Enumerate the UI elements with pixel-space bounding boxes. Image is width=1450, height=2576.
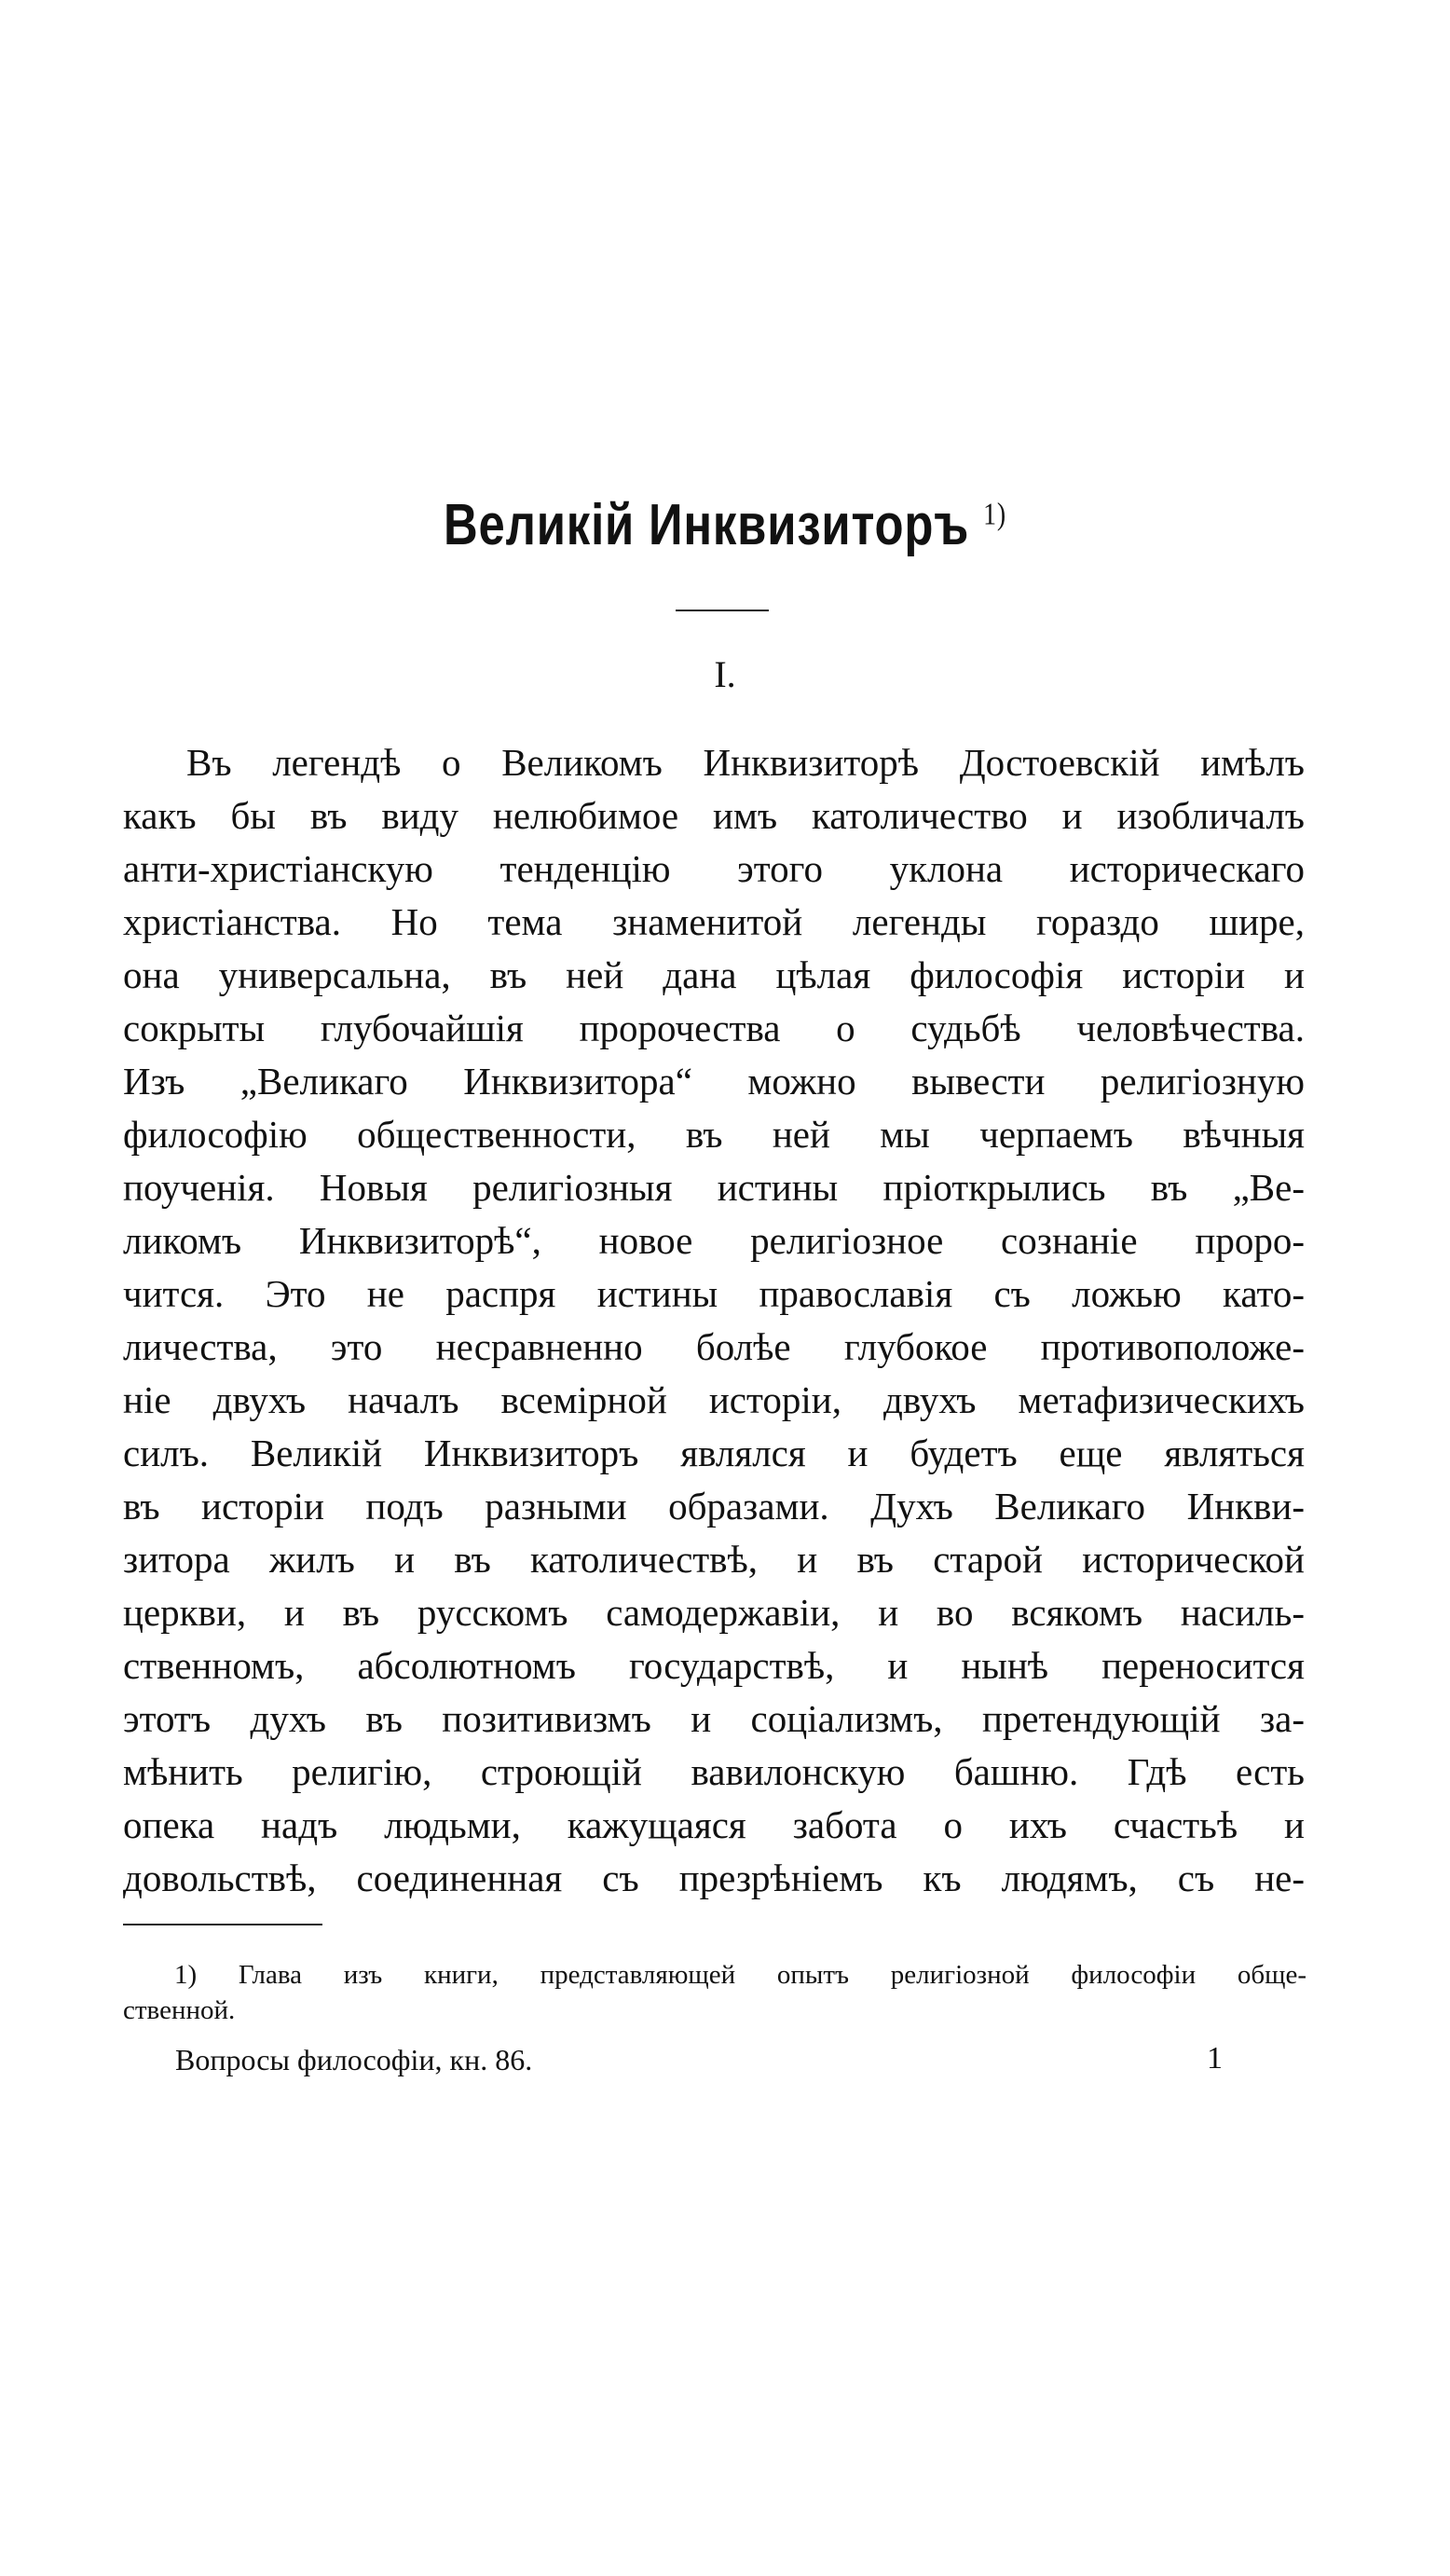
- footnote-line: 1) Глава изъ книги, представляющей опытъ религіозной философіи обще-: [174, 1960, 1306, 1990]
- section-number: I.: [714, 653, 736, 695]
- body-text: [123, 736, 1305, 1905]
- text-line: христіанства. Но тема знаменитой легенды гораздо шире,: [123, 900, 1305, 943]
- text-line: зитора жилъ и въ католичествѣ, и въ старой исторической: [123, 1538, 1305, 1581]
- text-line: философію общественности, въ ней мы черпаемъ вѣчныя: [123, 1113, 1305, 1156]
- text-line: ніе двухъ началъ всемірной исторіи, двухъ метафизическихъ: [123, 1378, 1305, 1421]
- text-line: какъ бы въ виду нелюбимое имъ католичество и изобличалъ: [123, 794, 1305, 837]
- text-line: она универсальна, въ ней дана цѣлая философія исторіи и: [123, 953, 1305, 996]
- footnote-line: ственной.: [123, 1995, 236, 2025]
- text-line: довольствѣ, соединенная съ презрѣніемъ къ людямъ, съ не-: [123, 1857, 1305, 1899]
- text-line: церкви, и въ русскомъ самодержавіи, и во всякомъ насиль-: [123, 1591, 1305, 1634]
- page-title: [130, 492, 1320, 558]
- text-line: поученія. Новыя религіозныя истины пріоткрылись въ „Ве-: [123, 1166, 1305, 1209]
- text-line: анти-христіанскую тенденцію этого уклона историческаго: [123, 847, 1305, 890]
- text-line: въ исторіи подъ разными образами. Духъ Великаго Инкви-: [123, 1485, 1305, 1528]
- page-number: 1: [1207, 2041, 1223, 2076]
- text-line: Изъ „Великаго Инквизитора“ можно вывести религіозную: [123, 1060, 1305, 1103]
- text-line: ликомъ Инквизиторѣ“, новое религіозное сознаніе проро-: [123, 1219, 1305, 1262]
- journal-footer: Вопросы философіи, кн. 86.: [175, 2043, 533, 2076]
- footnote-mark: 1): [983, 497, 1007, 532]
- text-line: чится. Это не распря истины православія съ ложью като-: [123, 1272, 1305, 1315]
- footnote: [123, 1957, 1306, 2028]
- footnote-divider: [123, 1924, 322, 1925]
- title-divider: [676, 610, 769, 611]
- text-line: опека надъ людьми, кажущаяся забота о ихъ счастьѣ и: [123, 1803, 1305, 1846]
- text-line: Въ легендѣ о Великомъ Инквизиторѣ Достоевскій имѣлъ: [186, 741, 1305, 784]
- text-line: силъ. Великій Инквизиторъ являлся и будетъ еще являться: [123, 1432, 1305, 1474]
- text-line: ственномъ, абсолютномъ государствѣ, и нынѣ переносится: [123, 1644, 1305, 1687]
- text-line: мѣнить религію, строющій вавилонскую башню. Гдѣ есть: [123, 1750, 1305, 1793]
- text-line: сокрыты глубочайшія пророчества о судьбѣ человѣчества.: [123, 1007, 1305, 1049]
- text-line: этотъ духъ въ позитивизмъ и соціализмъ, претендующій за-: [123, 1697, 1305, 1740]
- title-text: Великій Инквизиторъ: [443, 493, 970, 557]
- text-line: личества, это несравненно болѣе глубокое противоположе-: [123, 1325, 1305, 1368]
